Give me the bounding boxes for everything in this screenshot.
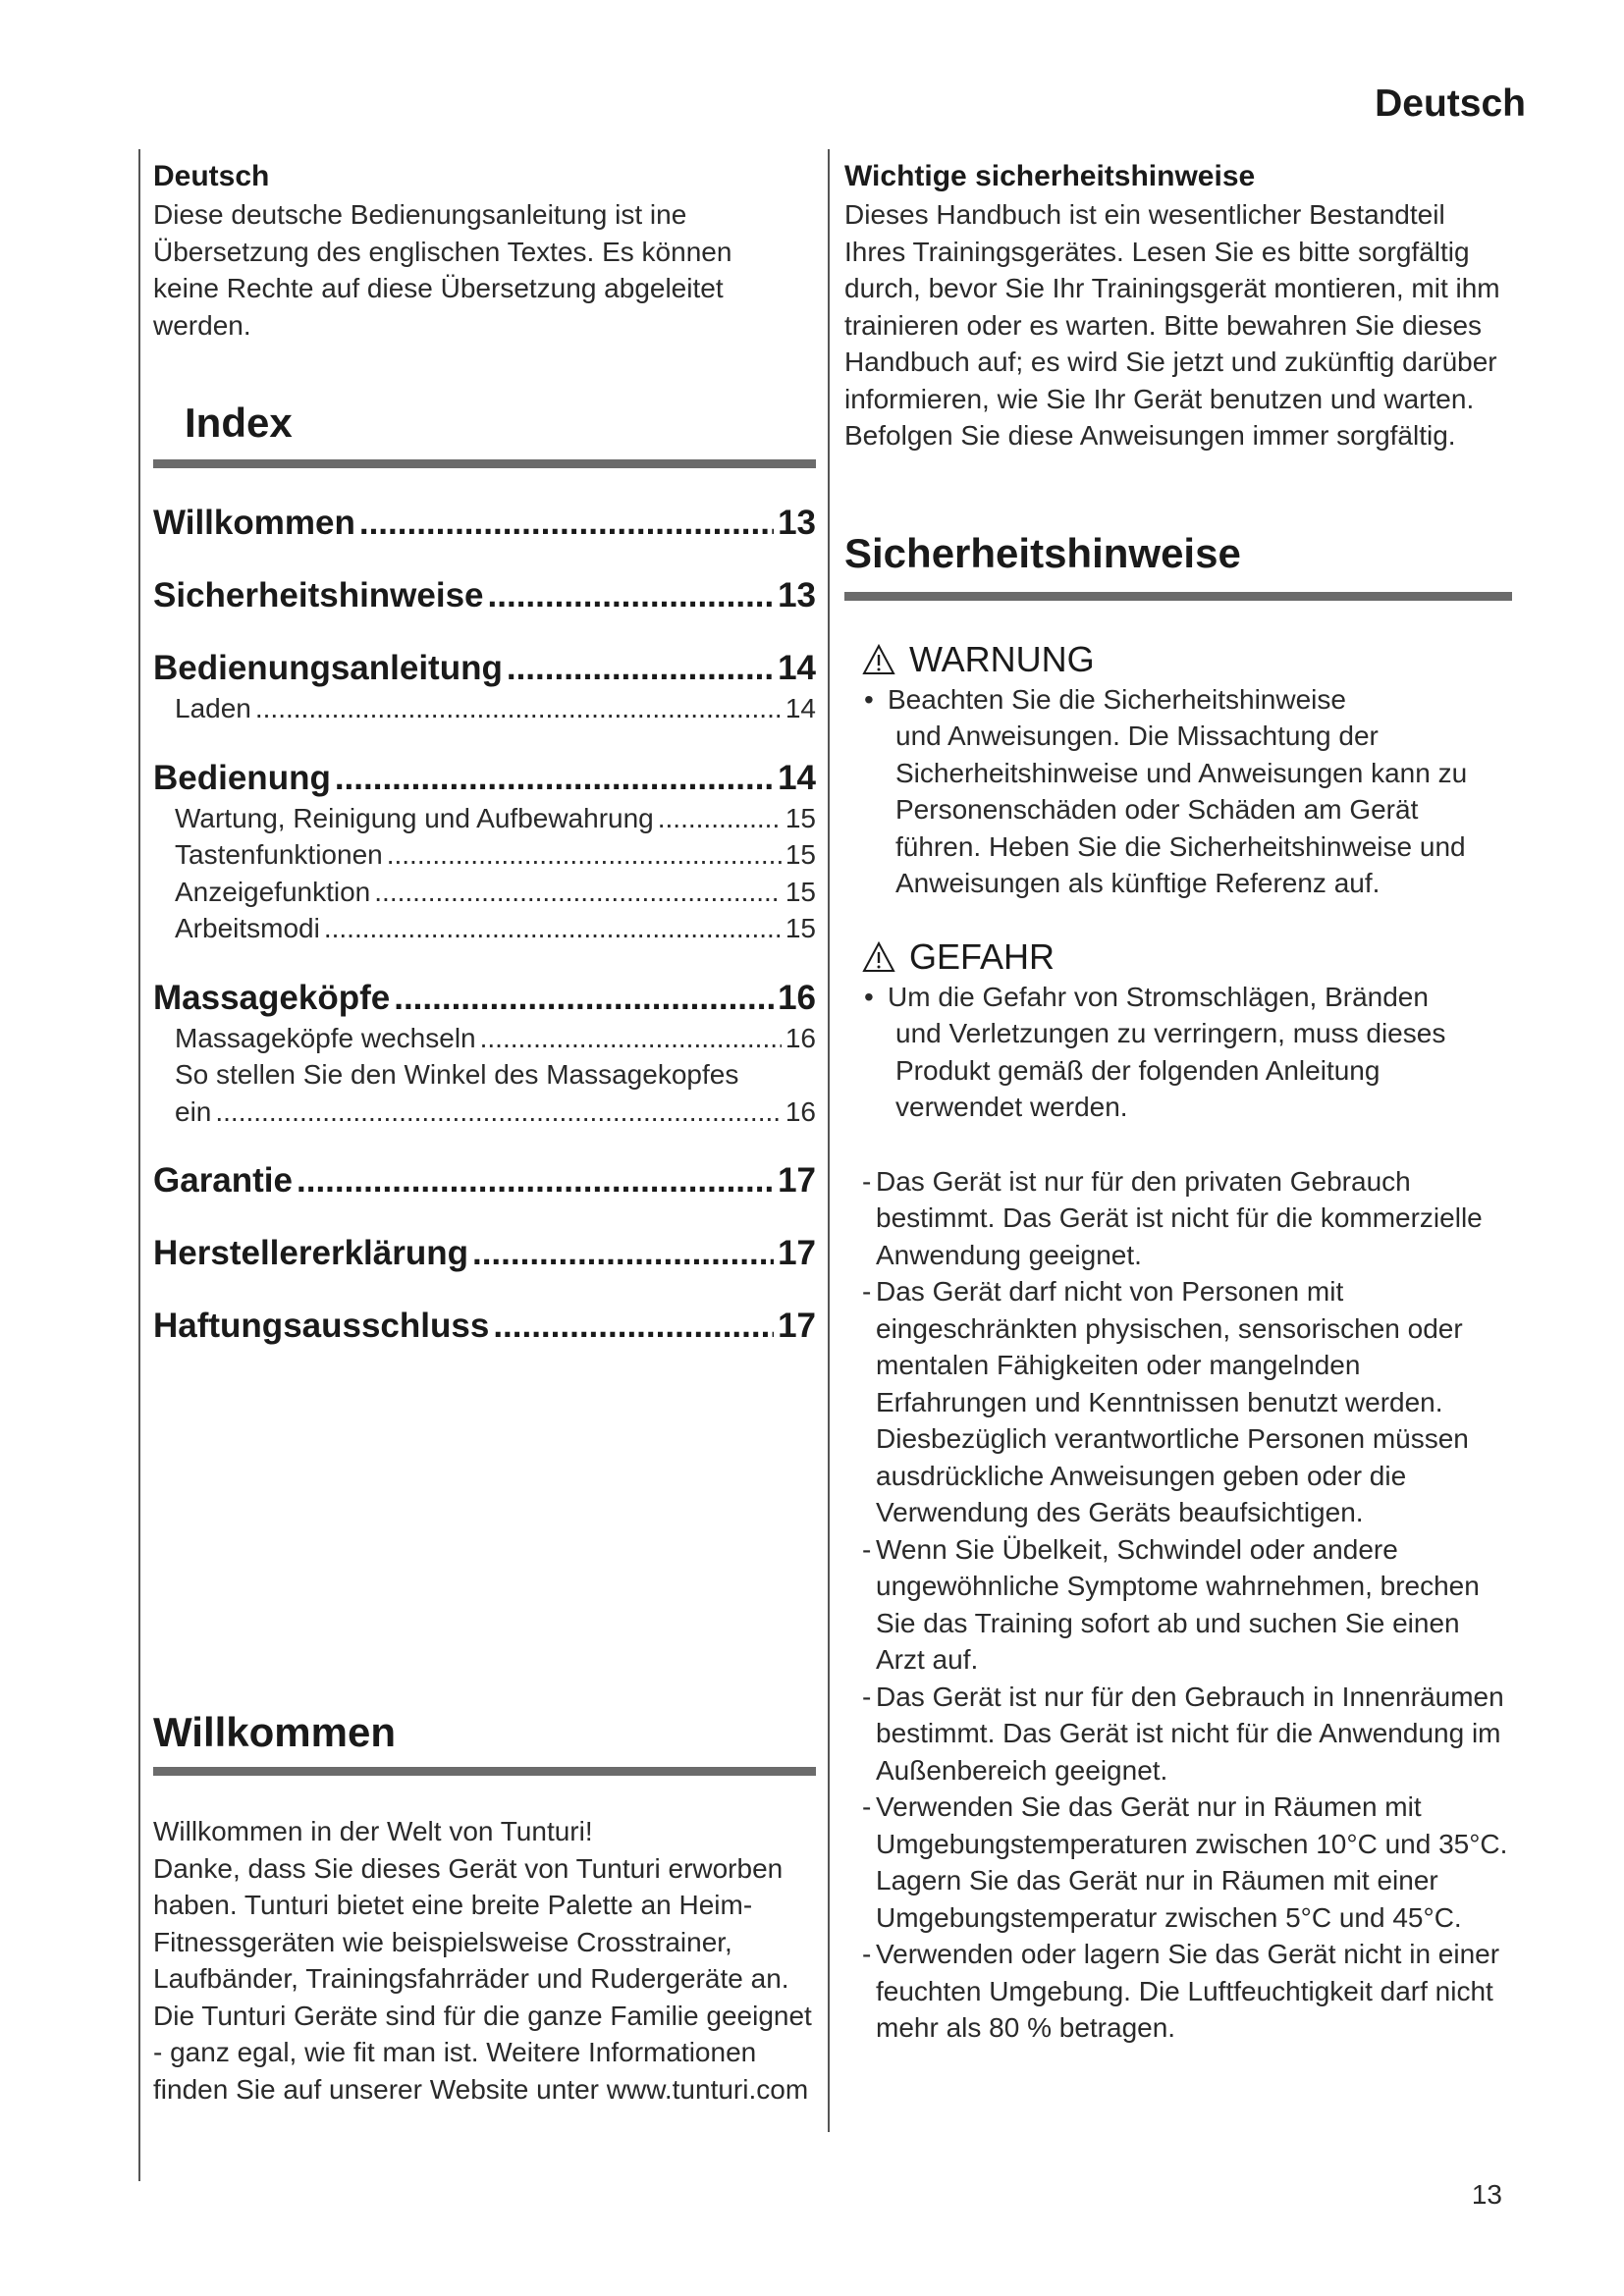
bullet-icon: • (864, 981, 874, 1012)
toc-entry-page: 14 (778, 649, 816, 687)
toc-subentry-page: 16 (785, 1022, 816, 1053)
toc-entry[interactable] (153, 1232, 816, 1275)
toc-entry-page: 13 (778, 504, 816, 542)
toc-subentry-label: Arbeitsmodi (175, 913, 320, 943)
toc-leader (472, 1232, 774, 1275)
toc-entry-label: Garantie (153, 1161, 293, 1200)
toc-entry-label: Massageköpfe (153, 978, 391, 1017)
welcome-greeting: Willkommen in der Welt von Tunturi! (153, 1816, 593, 1846)
toc-leader (394, 977, 774, 1020)
safety-rules-list (844, 1163, 1512, 2047)
warning-label: WARNUNG (909, 638, 1095, 679)
list-item: - Wenn Sie Übelkeit, Schwindel oder andere ungewöhnliche Symptome wahrnehmen, brechen Sie das Training sofort ab und suchen Sie einen Arzt auf. (862, 1533, 1480, 1675)
toc-subentry[interactable] (153, 800, 816, 837)
toc-entry[interactable] (153, 977, 816, 1020)
index-title: Index (185, 400, 293, 446)
toc-entry[interactable] (153, 1305, 816, 1348)
toc-subentry[interactable] (153, 874, 816, 911)
toc-leader (359, 502, 774, 545)
toc-subentry[interactable] (153, 1020, 816, 1057)
warning-text: und Anweisungen. Die Missachtung der Sicherheitshinweise und Anweisungen kann zu Personenschäden oder Schäden am Gerät führen. Heben Sie die Sicherheitshinweise und Anweisungen als künftige Referenz auf. (895, 721, 1468, 898)
toc-leader (255, 690, 782, 727)
toc-entry-page: 17 (778, 1307, 816, 1345)
toc-subentry[interactable] (153, 690, 816, 727)
toc-entry[interactable] (153, 1159, 816, 1202)
danger-triangle-icon (862, 941, 895, 973)
list-item: - Das Gerät ist nur für den Gebrauch in Innenräumen bestimmt. Das Gerät ist nicht für die Anwendung im Außenbereich geeignet. (862, 1681, 1504, 1786)
safety-title: Sicherheitshinweise (844, 529, 1241, 576)
toc-subentry-label: Tastenfunktionen (175, 839, 383, 870)
toc-subentry-page: 15 (785, 913, 816, 943)
list-item: - Verwenden oder lagern Sie das Gerät nicht in einer feuchten Umgebung. Die Luftfeuchtigkeit darf nicht mehr als 80 % betragen. (862, 1939, 1500, 2043)
toc-entry-label: Sicherheitshinweise (153, 576, 484, 614)
toc-leader (387, 836, 782, 874)
important-section (844, 157, 1512, 454)
toc-subentry-page: 14 (785, 693, 816, 723)
toc-subentry-line1[interactable]: So stellen Sie den Winkel des Massagekopfes (175, 1059, 739, 1090)
toc-subentry-page: 15 (785, 802, 816, 833)
column-divider (828, 149, 830, 2132)
intro-title: Deutsch (153, 160, 270, 192)
list-item: - Das Gerät ist nur für den privaten Gebrauch bestimmt. Das Gerät ist nicht für die kommerzielle Anwendung geeignet. (862, 1165, 1483, 1270)
toc-entry-label: Willkommen (153, 504, 355, 542)
toc-entry-label: Bedienungsanleitung (153, 649, 503, 687)
toc-subentry-page: 15 (785, 876, 816, 907)
welcome-text: Danke, dass Sie dieses Gerät von Tunturi erworben haben. Tunturi bietet eine breite Palette an Heim-Fitnessgeräten wie beispielsweise Crosstrainer, Laufbänder, Trainingsfahrräder und Rudergeräte an. Die Tunturi Geräte sind für die ganze Familie geeignet - ganz egal, wie fit man ist. Weitere Informationen finden Sie auf unserer Website unter www.tunturi.com (153, 1852, 812, 2105)
toc-subentry-label: Laden (175, 693, 251, 723)
toc-subentry[interactable] (153, 1094, 816, 1131)
toc-subentry[interactable] (153, 910, 816, 947)
intro-text: Diese deutsche Bedienungsanleitung ist ine Übersetzung des englischen Textes. Es können keine Rechte auf diese Übersetzung abgeleitet werden. (153, 199, 732, 341)
toc-leader (215, 1094, 781, 1131)
toc-subentry[interactable] (153, 836, 816, 874)
table-of-contents (153, 502, 816, 1348)
page-number: 13 (1471, 2179, 1502, 2210)
safety-rule (844, 592, 1512, 601)
page-language-header: Deutsch (1375, 82, 1526, 125)
toc-leader (488, 574, 775, 617)
toc-leader (493, 1305, 774, 1348)
welcome-rule (153, 1767, 816, 1776)
toc-leader (658, 800, 782, 837)
toc-entry-page: 14 (778, 758, 816, 797)
toc-entry-page: 17 (778, 1161, 816, 1200)
toc-subentry-label: Wartung, Reinigung und Aufbewahrung (175, 802, 654, 833)
index-rule (153, 459, 816, 468)
toc-entry[interactable] (153, 647, 816, 690)
toc-entry-label: Bedienung (153, 758, 331, 797)
toc-subentry-page: 16 (785, 1095, 816, 1127)
list-item: - Das Gerät darf nicht von Personen mit eingeschränkten physischen, sensorischen oder mentalen Fähigkeiten oder mangelnden Erfahrungen und Kenntnissen benutzt werden. Diesbezüglich verantwortliche Personen müssen ausdrückliche Anweisungen geben oder die Verwendung des Geräts beaufsichtigen. (862, 1276, 1469, 1527)
toc-leader (480, 1020, 782, 1057)
toc-leader (324, 910, 782, 947)
intro-section (153, 157, 816, 344)
important-title: Wichtige sicherheitshinweise (844, 160, 1256, 192)
left-margin-rule (138, 149, 140, 2181)
important-text: Dieses Handbuch ist ein wesentlicher Bestandteil Ihres Trainingsgerätes. Lesen Sie es bitte sorgfältig durch, bevor Sie Ihr Trainingsgerät montieren, mit ihm trainieren oder es warten. Bitte bewahren Sie dieses Handbuch auf; es wird Sie jetzt und zukünftig darüber informieren, wie Sie Ihr Gerät benutzen und warten. Befolgen Sie diese Anweisungen immer sorgfältig. (844, 199, 1500, 451)
toc-subentry-label: Anzeigefunktion (175, 876, 371, 907)
list-item: - Verwenden Sie das Gerät nur in Räumen mit Umgebungstemperaturen zwischen 10°C und 35°C. Lagern Sie das Gerät nur in Räumen mit einer Umgebungstemperatur zwischen 5°C und 45°C. (862, 1791, 1508, 1933)
toc-subentry-page: 15 (785, 839, 816, 870)
toc-entry-label: Haftungsausschluss (153, 1307, 490, 1345)
toc-subentry-label: Massageköpfe wechseln (175, 1022, 476, 1053)
danger-block (844, 935, 1512, 1126)
toc-entry-label: Herstellererklärung (153, 1234, 468, 1272)
toc-entry-page: 16 (778, 978, 816, 1017)
toc-leader (297, 1159, 774, 1202)
warning-block (844, 638, 1512, 902)
toc-entry-page: 13 (778, 576, 816, 614)
danger-text: und Verletzungen zu verringern, muss dieses Produkt gemäß der folgenden Anleitung verwendet werden. (895, 1018, 1446, 1122)
warning-text-first: Beachten Sie die Sicherheitshinweise (888, 683, 1346, 715)
toc-entry[interactable] (153, 502, 816, 545)
bullet-icon: • (864, 683, 874, 715)
danger-label: GEFAHR (909, 935, 1056, 977)
toc-leader (335, 757, 774, 800)
toc-subentry-label: ein (175, 1095, 212, 1127)
welcome-title: Willkommen (153, 1709, 396, 1755)
toc-leader (374, 874, 782, 911)
danger-text-first: Um die Gefahr von Stromschlägen, Bränden (888, 981, 1429, 1012)
toc-entry[interactable] (153, 574, 816, 617)
safety-section (844, 529, 1512, 2047)
left-column (153, 157, 816, 2105)
toc-leader (507, 647, 774, 690)
toc-entry[interactable] (153, 757, 816, 800)
right-column (844, 157, 1512, 2047)
toc-entry-page: 17 (778, 1234, 816, 1272)
warning-triangle-icon (862, 644, 895, 675)
welcome-section (153, 1708, 816, 2108)
